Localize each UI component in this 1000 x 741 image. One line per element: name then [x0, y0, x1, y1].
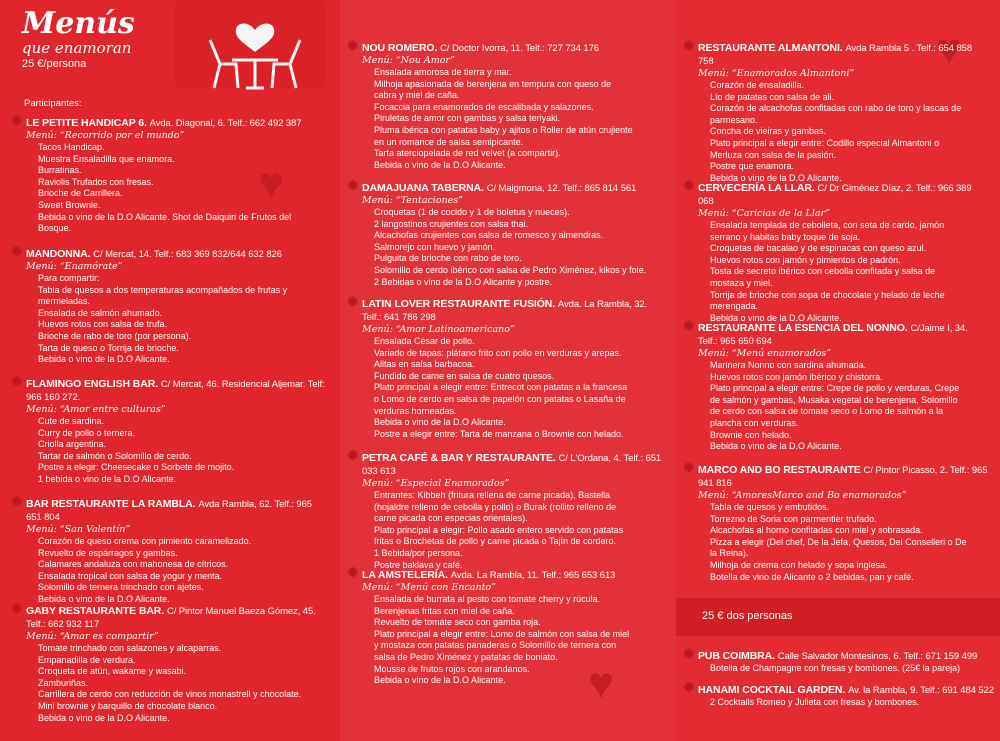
restaurant-name: [26, 248, 326, 261]
menu-item: Fundido de carne en salsa de cuatro quesos.: [374, 370, 555, 381]
menu-item: Brownie con helado.: [710, 429, 792, 440]
restaurant-entry: [682, 680, 994, 709]
menu-item: Bebida o vino de la D.O Alicante.: [710, 312, 842, 323]
menu-item: Postre que enamora.: [710, 161, 795, 172]
menu-title: Menú: “Enamórate”: [26, 261, 123, 272]
menu-item: Torrezno de Soria con parmentier trufado.: [710, 513, 877, 524]
restaurant-address: Calle Salvador Montesinos, 6. Telf.: 671 159 499: [777, 651, 978, 662]
restaurant-name: [698, 322, 988, 348]
menu-item: Postre a elegir entre: Tarta de manzana o Brownie con helado.: [374, 428, 624, 439]
menu-item: Pizza a elegir (Del chef, De la Jefa, Quesos, Del Conselleri o De: [710, 536, 967, 547]
menu-item: Solomillo de ternera trinchado con ajetes.: [38, 582, 204, 593]
menu-item: Para compartir:: [38, 273, 100, 283]
starburst-icon: ✹: [346, 178, 360, 195]
restaurant-title: MANDONNA.: [26, 248, 91, 260]
price-band: [676, 598, 1000, 636]
menu-item: verduras horneadas.: [374, 405, 457, 416]
menu-items: [362, 207, 662, 288]
menu-item: Carrillera de cerdo con reducción de vinos monastrell y chocolate.: [38, 689, 302, 700]
starburst-icon: ✹: [10, 244, 24, 261]
menu-item: Bebida o vino de la D.O Alicante.: [710, 441, 842, 452]
menu-item: Alitas en salsa barbacoa.: [374, 359, 475, 370]
menu-item: Croquetas de bacalao y de espinacas con queso azul.: [710, 243, 927, 254]
restaurant-title: HANAMI COCKTAIL GARDEN.: [698, 684, 846, 696]
restaurant-name: [362, 569, 662, 582]
menu-items: [362, 594, 662, 687]
menu-item: Mini brownie y barquillo de chocolate blanco.: [38, 700, 218, 711]
menu-item: Revuelto de espárragos y gambas.: [38, 547, 178, 558]
restaurant-name: [698, 182, 988, 208]
restaurant-entry: [682, 38, 988, 184]
menu-item: de salmón y gambas, Musaka vegetal de berenjena, Solomillo: [710, 394, 958, 405]
restaurant-address: C/ Pintor Manuel Baeza Gómez, 45. Telf.: 662 932 117: [26, 606, 316, 630]
menu-item: Ensalada de salmón ahumado.: [38, 307, 163, 318]
restaurant-address: Avda. Diagonal, 6. Telf.: 662 492 387: [149, 118, 302, 129]
menu-item: Huevos rotos con jamón ibérico y chistorra.: [710, 371, 883, 382]
menu-item: Focaccia para enamorados de escalibada y salazones.: [374, 101, 594, 112]
menu-item: Botella de Champagne con fresas y bombones. (25€ la pareja): [710, 663, 961, 673]
restaurant-entry: [346, 448, 662, 571]
menu-title: Menú: “AmoresMarco and Bo enamorados”: [698, 490, 907, 501]
menu-item: Raviolis Trufados con fresas.: [38, 176, 154, 187]
menu-item: Corazón de queso crema con pimiento caramelizado.: [38, 536, 252, 546]
restaurant-entry: [10, 374, 326, 486]
menu-item: Brioche de Carrillera.: [38, 188, 123, 199]
menu-item: Croquetas (1 de cocido y 1 de boletus y nueces).: [374, 207, 570, 217]
menu-item: merengada.: [710, 301, 759, 312]
menu-item: Solomillo de cerdo ibérico con salsa de Pedro Ximénez, kikos y foie.: [374, 264, 647, 275]
menu-item: Alcachofas crujientes con salsa de romesco y almendras.: [374, 230, 604, 241]
menu-item: de cerdo con salsa de tomate seco o Lomo de salmón a la: [710, 406, 944, 417]
menu-items: [26, 643, 326, 724]
menu-item: o Lomo de cerdo en salsa de papelón con patatas o Lasaña de: [374, 393, 626, 404]
menu-item: Plato principal a elegir entre: Codillo especial Almantoni o: [710, 137, 940, 148]
menu-item: Pluma ibérica con patatas baby y ajitos o Roller de atún crujiente: [374, 124, 633, 135]
menu-item: Bebida o vino de la D.O Alicante.: [374, 417, 506, 428]
menu-item: 1 bebida o vino de la D.O Alicante.: [38, 473, 177, 484]
price-per-person: 25 €/persona: [22, 58, 87, 70]
menu-title: Menú: “Amar es compartir”: [26, 631, 159, 642]
starburst-icon: ✹: [346, 448, 360, 465]
restaurant-entry: [346, 178, 662, 288]
menu-item: Bebida o vino de la D.O Alicante.: [374, 159, 506, 170]
restaurant-address: Avda Rambla, 62. Telf.: 965 651 804: [26, 499, 312, 523]
menu-item: Piruletas de amor con gambas y salsa teriyaki.: [374, 113, 561, 124]
restaurant-entry: [10, 494, 326, 606]
menu-item: Corazón de alcachofas confitadas con rabo de toro y lascas de: [710, 103, 962, 114]
restaurant-entry: [346, 38, 662, 171]
menu-item: Revuelto de tomate seco con gamba roja.: [374, 617, 541, 628]
menu-item: Plato principal a elegir entre: Lomo de salmón con salsa de miel: [374, 628, 630, 639]
menu-items: [698, 697, 994, 709]
restaurant-title: RESTAURANTE ALMANTONI.: [698, 42, 843, 54]
restaurant-entry: [10, 244, 326, 366]
heart-icon: ♥: [588, 659, 615, 708]
restaurant-name: [362, 452, 662, 478]
menu-item: Huevos rotos con salsa de trufa.: [38, 319, 168, 330]
starburst-icon: ✹: [682, 646, 696, 663]
menu-title: Menú: “Amor Latinoamericano”: [362, 324, 515, 335]
menu-item: Bebida o vino de la D.O Alicante.: [374, 675, 506, 686]
menu-item: en un romance de salsa semipicante.: [374, 136, 524, 147]
menu-item: fritas o Brochetas de pollo y carne picada o Tajín de cordero.: [374, 536, 616, 547]
menu-item: y mostaza con patatas panaderas o Solomillo de ternera con: [374, 640, 617, 651]
restaurant-entry: [10, 113, 326, 235]
starburst-icon: ✹: [346, 38, 360, 55]
menu-item: carne picada con especias orientales).: [374, 513, 528, 524]
menu-item: cabra y miel de caña.: [374, 90, 460, 101]
menu-item: Bebida o vino de la D.O Alicante.: [38, 593, 170, 604]
restaurant-name: [698, 650, 994, 663]
starburst-icon: ✹: [682, 318, 696, 335]
restaurant-address: C/ Mercat, 14. Telf.: 683 369 832/644 632 826: [93, 249, 282, 260]
participants-label: Participantes:: [24, 98, 82, 109]
menu-item: Merluza con salsa de la pasión.: [710, 149, 837, 160]
starburst-icon: ✹: [10, 494, 24, 511]
restaurant-address: C/ Mercat, 46. Residencial Aljemar. Telf: 966 160 272.: [26, 379, 325, 403]
restaurant-address: Avda. La Rambla, 32. Telf.: 641 786 298: [362, 299, 648, 323]
menu-item: Cute de sardina.: [38, 416, 105, 426]
menu-item: Tabla de quesos y embutidos.: [710, 502, 830, 512]
restaurant-name: [698, 464, 988, 490]
menu-item: salsa de Pedro Ximénez y patatas de boniato.: [374, 651, 558, 662]
menu-item: Marinera Nonno con sardina ahumada.: [710, 360, 867, 370]
restaurant-name: [362, 42, 662, 55]
starburst-icon: ✹: [10, 113, 24, 130]
menu-items: [26, 273, 326, 366]
menu-item: Mousse de frutos rojos con arandanos.: [374, 663, 530, 674]
menu-item: Milhoja de crema con helado y sopa inglesa.: [710, 559, 888, 570]
menu-item: Berenjenas fritas con miel de caña.: [374, 605, 515, 616]
menu-item: Bebida o vino de la D.O Alicante. Shot de Daiquiri de Frutos del: [38, 211, 292, 222]
restaurant-title: BAR RESTAURANTE LA RAMBLA.: [26, 498, 196, 510]
menu-items: [698, 663, 994, 675]
menu-item: 2 Bebidas o vino de la D.O Alicante y postre.: [374, 276, 553, 287]
menu-item: la Reina).: [710, 548, 749, 559]
menu-item: Salmorejo con huevo y jamón.: [374, 241, 496, 252]
restaurant-title: MARCO AND BO RESTAURANTE: [698, 464, 861, 476]
restaurant-name: [362, 182, 662, 195]
menu-item: Tosta de secreto ibérico con cebolla confitada y salsa de: [710, 266, 936, 277]
menu-item: 1 Bebida/por persona.: [374, 547, 463, 558]
menu-title: Menú: “San Valentín”: [26, 524, 131, 535]
menu-title: Menú: “Caricias de la Llar”: [698, 208, 830, 219]
starburst-icon: ✹: [682, 680, 696, 697]
menu-item: Ensalada tropical con salsa de yogur y menta.: [38, 570, 223, 581]
menu-item: 2 langostinos crujientes con salsa thai.: [374, 218, 529, 229]
restaurant-address: C/Jaime I, 34. Telf.: 965 650 694: [698, 323, 968, 347]
menu-item: Plato principal a elegir entre: Entrecot con patatas a la francesa: [374, 382, 628, 393]
starburst-icon: ✹: [10, 601, 24, 618]
menu-item: Variado de tapas: plátano frito con pollo en verduras y arepas.: [374, 347, 622, 358]
restaurant-title: FLAMINGO ENGLISH BAR.: [26, 378, 159, 390]
menu-item: Corazón de ensaladilla.: [710, 80, 805, 90]
menu-title: Menú: “Especial Enamorados”: [362, 478, 510, 489]
restaurant-address: Avda Rambla 5 . Telf.: 654 858 758: [698, 43, 973, 67]
menu-item: Lío de patatas con salsa de ali.: [710, 91, 835, 102]
menu-item: Pulguita de brioche con rabo de toro.: [374, 253, 522, 264]
heart-icon: ♥: [258, 159, 285, 208]
menu-title: Menú: “Menú enamorados”: [698, 348, 832, 359]
menu-item: Bosque.: [38, 223, 72, 234]
menu-item: Curry de pollo o ternera.: [38, 427, 136, 438]
menu-title: Menú: “Amor entre culturas”: [26, 404, 166, 415]
menu-item: Entrantes: Kibbeh (fritura rellena de carne picada), Bastella: [374, 490, 611, 500]
menu-item: Muestra Ensaladilla que enamora.: [38, 153, 175, 164]
restaurant-title: LATIN LOVER RESTAURANTE FUSIÓN.: [362, 298, 556, 310]
restaurant-title: GABY RESTAURANTE BAR.: [26, 605, 165, 617]
menu-item: Alcachofas al horno confitadas con miel y sobrasada.: [710, 525, 923, 536]
price-band-label: 25 € dos personas: [702, 610, 793, 622]
starburst-icon: ✹: [346, 294, 360, 311]
menu-item: Huevos rotos con jamón y pimientos de padrón.: [710, 254, 901, 265]
restaurant-name: [26, 605, 326, 631]
restaurant-entry: [682, 460, 988, 583]
menu-items: [362, 67, 662, 171]
restaurant-name: [698, 684, 994, 697]
restaurant-address: C/ Doctor Ivorra, 11. Telf.: 727 734 176: [440, 43, 599, 54]
restaurant-title: LE PETITE HANDICAP 6.: [26, 117, 147, 129]
restaurant-entry: [10, 601, 326, 724]
menu-item: Criolla argentina.: [38, 439, 107, 450]
restaurant-entry: [682, 178, 988, 324]
starburst-icon: ✹: [346, 565, 360, 582]
menu-items: [362, 490, 662, 571]
restaurant-name: [26, 117, 326, 130]
restaurant-title: PUB COIMBRA.: [698, 650, 775, 662]
menu-title: Menú: “Recorrido por el mundo”: [26, 130, 185, 141]
restaurant-title: PETRA CAFÉ & BAR Y RESTAURANTE.: [362, 452, 556, 464]
restaurant-title: CERVECERÍA LA LLAR.: [698, 182, 815, 194]
header: [22, 8, 135, 70]
page-subtitle: que enamoran: [22, 39, 132, 57]
restaurant-name: [26, 378, 326, 404]
page-title: Menús: [22, 6, 135, 41]
menu-item: Bebida o vino de la D.O Alicante.: [710, 172, 842, 183]
starburst-icon: ✹: [10, 374, 24, 391]
menu-items: [698, 220, 988, 324]
menu-item: Tartar de salmón o Solomillo de cerdo.: [38, 450, 192, 461]
restaurant-entry: [682, 646, 994, 675]
restaurant-title: RESTAURANTE LA ESENCIA DEL NONNO.: [698, 322, 908, 334]
menu-item: 2 Cocktails Romeo y Julieta con fresas y bombones.: [710, 697, 920, 707]
menu-items: [698, 502, 988, 583]
menu-title: Menú: “Enamorados Almantoni”: [698, 68, 855, 79]
menu-items: [26, 536, 326, 606]
restaurant-address: Avda. La Rambla, 11. Telf.: 965 653 613: [450, 570, 616, 581]
starburst-icon: ✹: [682, 460, 696, 477]
menu-title: Menú: “Nou Amor”: [362, 55, 455, 66]
menu-item: Tabla de quesos a dos temperaturas acompañados de frutas y: [38, 284, 288, 295]
menu-item: Concha de vieiras y gambas.: [710, 126, 827, 137]
menu-item: mostaza y miel.: [710, 277, 773, 288]
restaurant-title: LA AMSTELERÍA.: [362, 569, 448, 581]
restaurant-address: C/ Pintor Picasso, 2. Telf.: 965 941 816: [698, 465, 988, 489]
restaurant-address: C/ L'Ordana, 4. Telf.: 651 033 613: [362, 453, 662, 477]
menu-item: Botella de vino de Alicante o 2 bebidas, pan y café.: [710, 571, 914, 582]
menu-item: Croqueta de atún, wakame y wasabi.: [38, 666, 187, 677]
menu-item: (hojaldre relleno de cebolla y pollo) o Burak (rollito relleno de: [374, 501, 617, 512]
menu-items: [698, 360, 988, 453]
menu-item: Postre baklava y café.: [374, 559, 463, 570]
menu-item: Sweet Brownie.: [38, 199, 101, 210]
menu-item: Ensalada César de pollo.: [374, 336, 475, 346]
menu-items: [26, 416, 326, 486]
restaurant-address: Av. la Rambla, 9. Telf.: 691 484 522: [848, 685, 994, 696]
menu-item: Ensalada amorosa de tierra y mar.: [374, 67, 512, 77]
restaurant-name: [698, 42, 988, 68]
menu-item: Zamburiñas.: [38, 677, 89, 688]
restaurant-address: C/ Dr Giménez Díaz, 2. Telf.: 966 389 068: [698, 183, 972, 207]
restaurant-name: [362, 298, 662, 324]
cafe-table-illustration: [170, 0, 340, 92]
menu-item: serrano y habitas baby toque de soja.: [710, 231, 861, 242]
menu-title: Menú: “Menú con Encanto”: [362, 582, 496, 593]
restaurant-entry: [346, 565, 662, 687]
menu-item: Calamares andaluza con mahonesa de cítricos.: [38, 559, 229, 570]
menu-item: mermeladas.: [38, 296, 91, 307]
menu-item: Ensalada de burrata al pesto con tomate cherry y rúcula.: [374, 594, 601, 604]
menu-item: Tomate trinchado con salazones y alcaparras.: [38, 643, 222, 653]
starburst-icon: ✹: [682, 178, 696, 195]
starburst-icon: ✹: [682, 38, 696, 55]
menu-item: Tacos Handicap.: [38, 142, 105, 152]
menu-item: Bebida o vino de la D.O Alicante.: [38, 354, 170, 365]
menu-item: Postre a elegir: Cheesecake o Sorbete de mojito.: [38, 462, 235, 473]
menu-item: Milhoja apasionada de berenjena en tempura con queso de: [374, 78, 612, 89]
restaurant-name: [26, 498, 326, 524]
restaurant-title: NOU ROMERO.: [362, 42, 438, 54]
menu-item: Brioche de rabo de toro (por persona).: [38, 330, 192, 341]
menu-items: [362, 336, 662, 440]
restaurant-entry: [346, 294, 662, 440]
menu-items: [698, 80, 988, 184]
menu-item: Tarta aterciopelada de red velvet (a compartir).: [374, 148, 561, 159]
menu-item: Tarta de queso o Torrija de brioche.: [38, 342, 179, 353]
menu-title: Menú: “Tentaciones”: [362, 195, 464, 206]
menu-item: Bebida o vino de la D.O Alicante.: [38, 712, 170, 723]
menu-item: Plato principal a elegir: Pollo asado entero servido con patatas: [374, 524, 624, 535]
heart-icon: ♥: [936, 25, 963, 74]
restaurant-entry: [682, 318, 988, 453]
menu-item: plancha con verduras.: [710, 417, 799, 428]
restaurant-title: DAMAJUANA TABERNA.: [362, 182, 484, 194]
menu-item: Plato principal a elegir entre: Crepe de pollo y verduras, Crepe: [710, 383, 960, 394]
menu-item: Ensalada templada de cebolleta, con seta de cardo, jamón: [710, 220, 945, 230]
menu-items: [26, 142, 326, 235]
menu-item: Burratinas.: [38, 165, 82, 176]
menu-item: Torrija de brioche con sopa de chocolate y helado de leche: [710, 289, 945, 300]
restaurant-address: C/ Maigmona, 12. Telf.: 865 814 561: [486, 183, 637, 194]
menu-item: parmesano.: [710, 114, 758, 125]
menu-item: Empanadilla de verdura.: [38, 654, 136, 665]
